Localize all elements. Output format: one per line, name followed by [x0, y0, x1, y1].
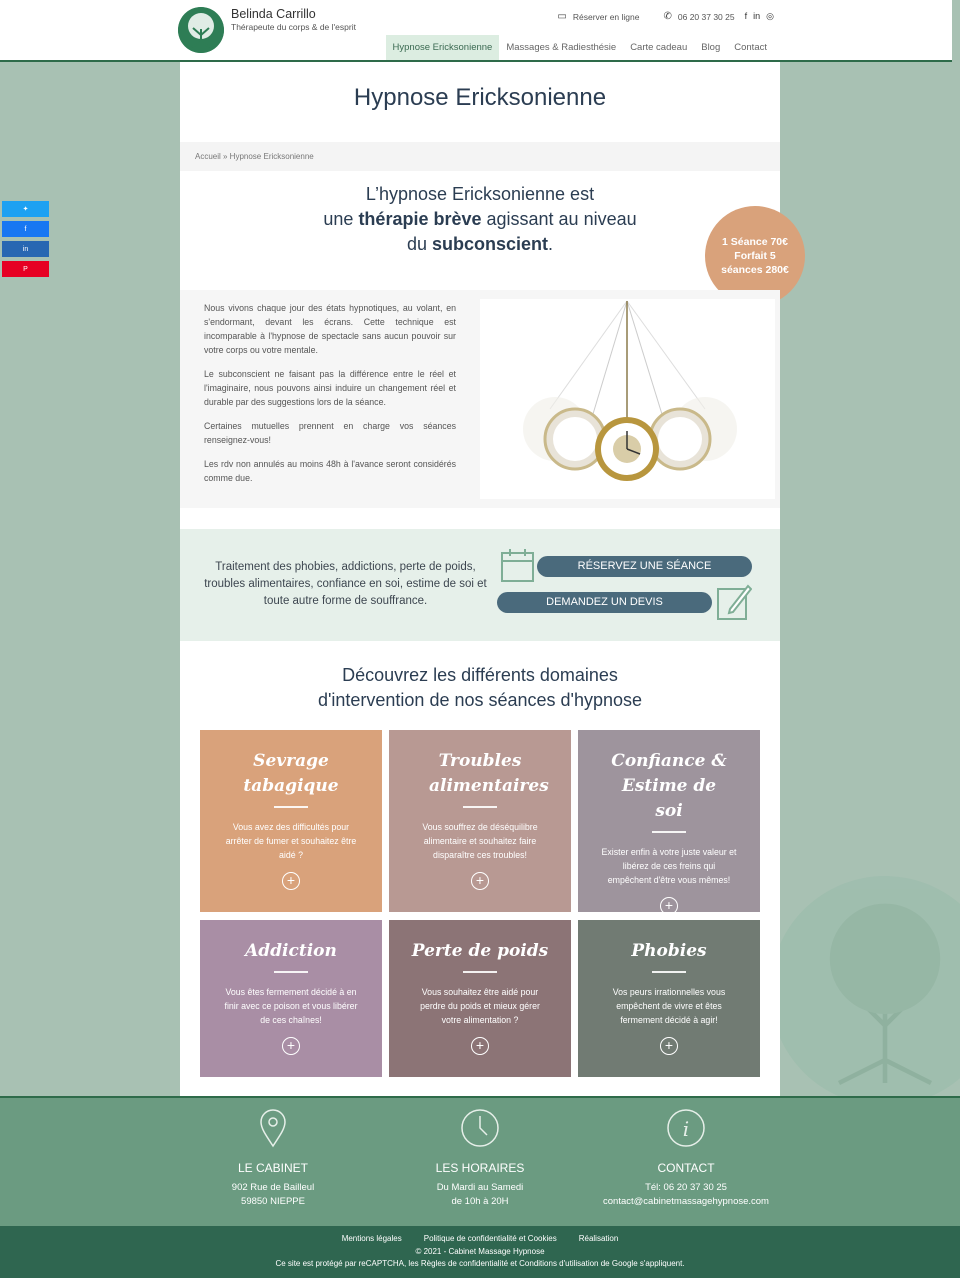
cta-text: Traitement des phobies, addictions, perte de poids, troubles alimentaires, confiance en soi, estime de soi et toute autre forme de souffrance. [204, 561, 487, 607]
card-divider [652, 831, 686, 833]
location-pin-icon [253, 1108, 293, 1148]
linkedin-icon[interactable]: in [2, 241, 49, 257]
card-text: Vos peurs irrationnelles vous empêchent de vivre et êtes fermement décidé à agir! [612, 987, 726, 1025]
footer-bottom-bar [0, 1226, 960, 1278]
footer-email[interactable]: contact@cabinetmassagehypnose.com [603, 1196, 769, 1207]
request-quote-button[interactable]: DEMANDEZ UN DEVIS [497, 592, 712, 613]
domains-heading-line-2: d'intervention de nos séances d'hypnose [317, 690, 643, 710]
calendar-icon: ▭ [557, 11, 567, 22]
card-addiction[interactable] [200, 920, 382, 1077]
booking-label: Réserver en ligne [572, 11, 640, 22]
hours-line: de 10h à 20H [451, 1196, 509, 1207]
card-text: Exister enfin à votre juste valeur et libérez de ces freins qui empêchent d'être vous mêmes! [601, 847, 737, 885]
tree-logo[interactable] [178, 7, 224, 53]
card-divider [652, 971, 686, 973]
card-phobies[interactable] [578, 920, 760, 1077]
intro-line-3: du subconscient. [406, 234, 554, 254]
breadcrumb[interactable]: Accueil » Hypnose Ericksonienne [180, 142, 780, 171]
card-divider [463, 971, 497, 973]
footer-hours [380, 1108, 580, 1209]
description-section [180, 290, 780, 508]
intro-heading [180, 182, 780, 257]
card-divider [463, 806, 497, 808]
footer-cabinet-title: LE CABINET [237, 1161, 309, 1175]
intro-line-1: L’hypnose Ericksonienne est [365, 184, 595, 204]
card-title: Addiction [245, 941, 337, 961]
top-bar [557, 11, 774, 22]
footer-hours-title: LES HORAIRES [435, 1161, 525, 1175]
plus-circle-icon[interactable]: + [660, 897, 678, 915]
facebook-icon[interactable]: f [744, 11, 748, 21]
page-title: Hypnose Ericksonienne [353, 84, 607, 111]
recaptcha-notice: Ce site est protégé par reCAPTCHA, les Règles de confidentialité et Conditions d'utilisation de Google s'appliquent. [275, 1259, 685, 1268]
svg-text:i: i [682, 1117, 690, 1141]
cta-section [180, 529, 780, 641]
share-buttons [2, 201, 49, 281]
facebook-icon[interactable]: f [2, 221, 49, 237]
brand-name[interactable]: Belinda Carrillo [231, 7, 316, 21]
plus-circle-icon[interactable]: + [282, 1037, 300, 1055]
plus-circle-icon[interactable]: + [471, 872, 489, 890]
info-icon [666, 1108, 706, 1148]
calendar-icon [500, 548, 535, 583]
paragraph: Les rdv non annulés au moins 48h à l'avance seront considérés comme due. [204, 459, 456, 483]
nav-carte-cadeau[interactable]: Carte cadeau [630, 42, 688, 53]
main-nav [386, 35, 774, 60]
card-divider [274, 971, 308, 973]
domains-heading-line-1: Découvrez les différents domaines [342, 665, 618, 685]
domains-heading [180, 663, 780, 713]
card-troubles-alimentaires[interactable] [389, 730, 571, 912]
footer-contact-info [586, 1181, 786, 1209]
card-title: Troubles alimentaires [429, 751, 549, 796]
brand-tagline: Thérapeute du corps & de l'esprit [231, 22, 356, 32]
credits-link[interactable]: Réalisation [578, 1234, 619, 1243]
footer-contact [586, 1108, 786, 1209]
social-links [745, 11, 774, 22]
twitter-icon[interactable]: ✦ [2, 201, 49, 217]
nav-massages[interactable]: Massages & Radiesthésie [506, 42, 617, 53]
intro-line-2: une thérapie brève agissant au niveau [323, 209, 637, 229]
pendulum-watch-image [480, 299, 775, 499]
card-title: Sevrage tabagique [243, 751, 339, 796]
footer-cabinet-address [173, 1181, 373, 1209]
card-sevrage-tabagique[interactable] [200, 730, 382, 912]
plus-circle-icon[interactable]: + [282, 872, 300, 890]
nav-blog[interactable]: Blog [701, 42, 721, 53]
legal-links [0, 1234, 960, 1243]
footer-cabinet [173, 1108, 373, 1209]
site-footer [0, 1096, 960, 1226]
card-text: Vous souhaitez être aidé pour perdre du poids et mieux gérer votre alimentation ? [420, 987, 540, 1025]
nav-hypnose[interactable]: Hypnose Ericksonienne [386, 35, 500, 60]
card-divider [274, 806, 308, 808]
booking-link[interactable] [557, 11, 639, 22]
paragraph: Le subconscient ne faisant pas la différence entre le réel et l'imaginaire, nous pouvons ainsi induire un changement réel et durable par des suggestions lors de la séance. [204, 369, 456, 407]
main-content [180, 62, 789, 1096]
copyright: © 2021 - Cabinet Massage Hypnose [415, 1247, 545, 1256]
card-title: Perte de poids [411, 941, 549, 961]
nav-contact[interactable]: Contact [734, 42, 767, 53]
card-text: Vous êtes fermement décidé à en finir avec ce poison et vous libérer de ces chaînes! [224, 987, 358, 1025]
footer-contact-title: CONTACT [657, 1161, 715, 1175]
description-text [204, 301, 456, 495]
phone-link[interactable] [663, 11, 734, 22]
card-perte-de-poids[interactable] [389, 920, 571, 1077]
price-badge: 1 Séance 70€ Forfait 5 séances 280€ [705, 206, 805, 306]
card-title: Phobies [631, 941, 707, 961]
card-confiance-estime[interactable] [578, 730, 760, 912]
card-title: Confiance & Estime de soi [611, 751, 727, 821]
pinterest-icon[interactable]: P [2, 261, 49, 277]
legal-notice-link[interactable]: Mentions légales [341, 1234, 402, 1243]
paragraph: Nous vivons chaque jour des états hypnotiques, au volant, en s'endormant, devant les écrans. Cette technique est incomparable à l'hypnose de spectacle sans aucun pouvoir sur votre corps ou votre mentale. [204, 303, 456, 355]
clock-icon [460, 1108, 500, 1148]
site-header [0, 0, 952, 62]
phone-label: 06 20 37 30 25 [677, 11, 735, 22]
card-text: Vous souffrez de déséquilibre alimentaire et souhaitez faire disparaître ces troubles! [422, 822, 538, 860]
linkedin-icon[interactable]: in [753, 11, 761, 21]
card-text: Vous avez des difficultés pour arrêter de fumer et souhaitez être aidé ? [225, 822, 357, 860]
address-line: 59850 NIEPPE [241, 1196, 305, 1207]
edit-icon [716, 583, 752, 621]
privacy-policy-link[interactable]: Politique de confidentialité et Cookies [423, 1234, 557, 1243]
footer-hours-text [380, 1181, 580, 1209]
hours-line: Du Mardi au Samedi [436, 1182, 524, 1193]
instagram-icon[interactable]: ◎ [766, 11, 774, 21]
footer-phone[interactable]: Tél: 06 20 37 30 25 [645, 1182, 727, 1193]
background-tree-decoration [770, 876, 960, 1106]
address-line: 902 Rue de Bailleul [231, 1182, 315, 1193]
phone-icon: ✆ [663, 11, 672, 22]
book-session-button[interactable]: RÉSERVEZ UNE SÉANCE [537, 556, 752, 577]
plus-circle-icon[interactable]: + [471, 1037, 489, 1055]
paragraph: Certaines mutuelles prennent en charge vos séances renseignez-vous! [204, 421, 456, 445]
plus-circle-icon[interactable]: + [660, 1037, 678, 1055]
